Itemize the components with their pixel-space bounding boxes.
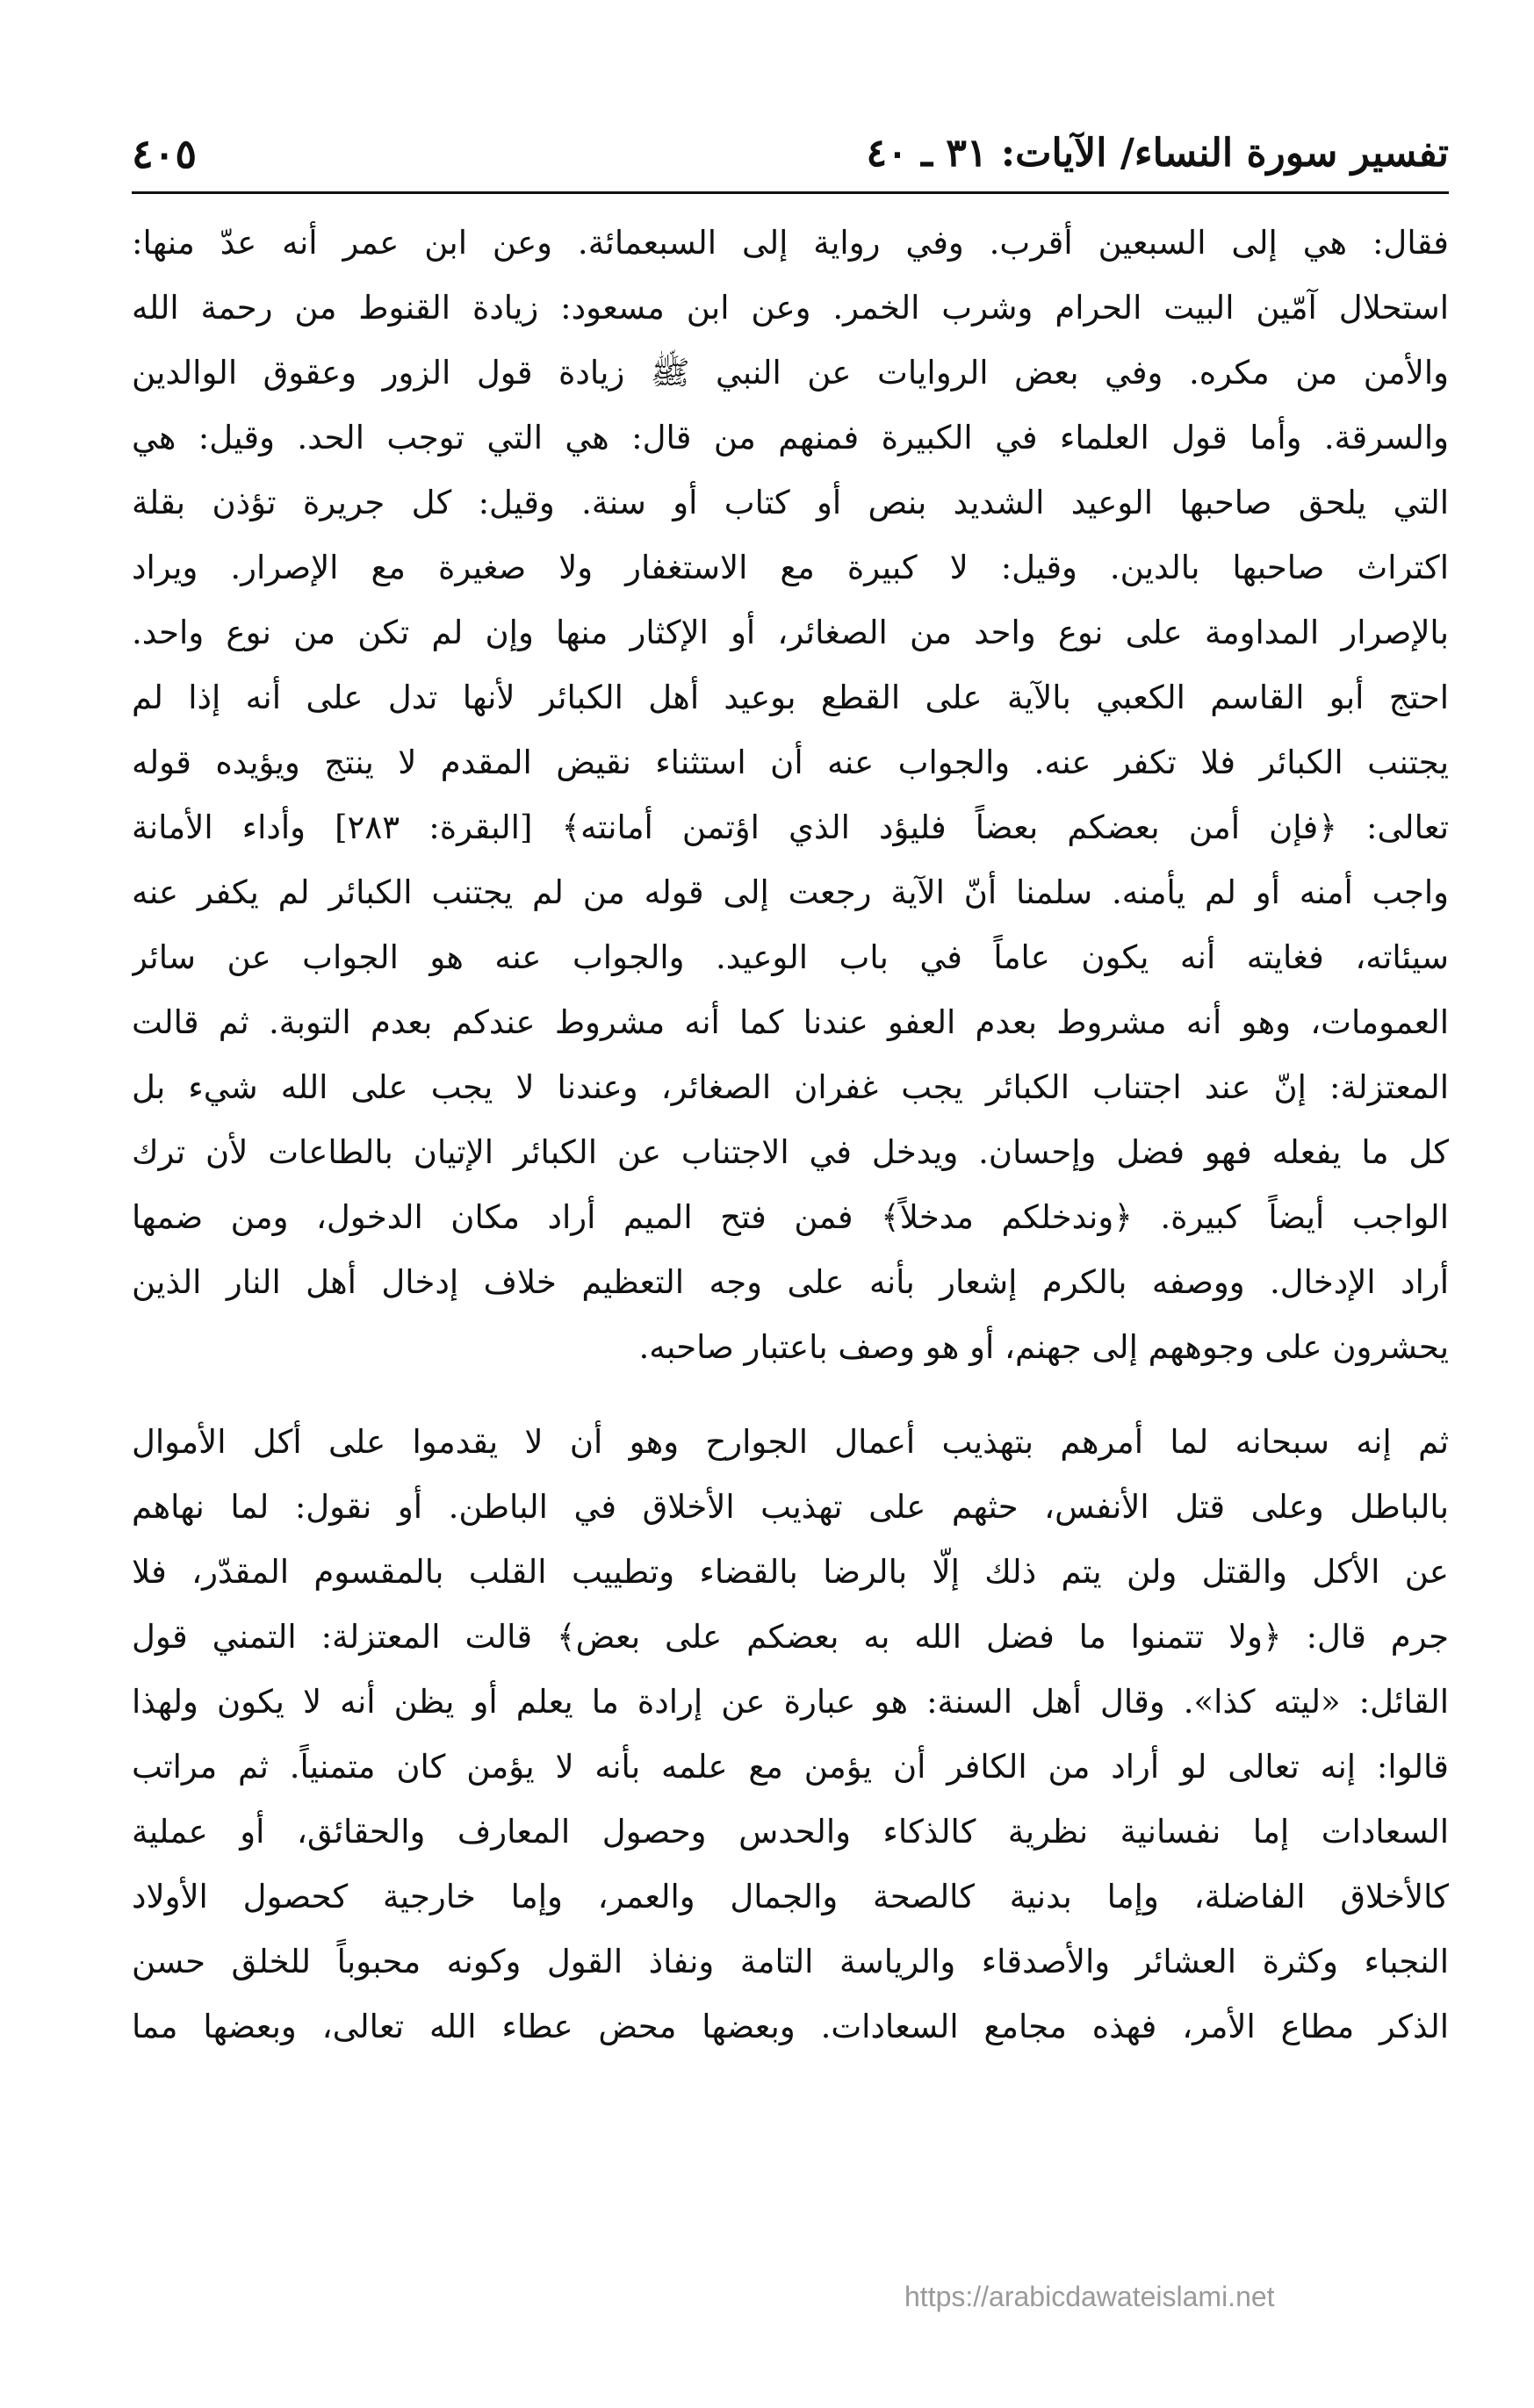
text-line: القائل: «ليته كذا». وقال أهل السنة: هو عبارة عن إرادة ما يعلم أو يظن أنه لا يكون ولهذا	[132, 1683, 1449, 1721]
running-title: تفسير سورة النساء/ الآيات: ٣١ ـ ٤٠	[866, 131, 1449, 176]
text-line: يحشرون على وجوههم إلى جهنم، أو هو وصف باعتبار صاحبه.	[638, 1328, 1449, 1366]
text-line: تعالى: ﴿فإن أمن بعضكم بعضاً فليؤد الذي اؤتمن أمانته﴾ [البقرة: ٢٨٣] وأداء الأمانة	[132, 809, 1449, 846]
text-line: احتج أبو القاسم الكعبي بالآية على القطع بوعيد أهل الكبائر لأنها تدل على أنه إذا لم	[132, 679, 1449, 716]
text-line: جرم قال: ﴿ولا تتمنوا ما فضل الله به بعضكم على بعض﴾ قالت المعتزلة: التمني قول	[132, 1618, 1449, 1656]
text-line: استحلال آمّين البيت الحرام وشرب الخمر. وعن ابن مسعود: زيادة القنوط من رحمة الله	[132, 289, 1449, 327]
text-line: يجتنب الكبائر فلا تكفر عنه. والجواب عنه أن استثناء نقيض المقدم لا ينتج ويؤيده قوله	[132, 744, 1449, 781]
text-line: قالوا: إنه تعالى لو أراد من الكافر أن يؤمن مع علمه بأنه لا يؤمن كان متمنياً. ثم مراتب	[132, 1748, 1449, 1786]
text-line: العمومات، وهو أنه مشروط بعدم العفو عندنا كما أنه مشروط عندكم بعدم التوبة. ثم قالت	[132, 1003, 1449, 1041]
header-rule	[132, 191, 1449, 194]
text-line: والأمن من مكره. وفي بعض الروايات عن النبي ﷺ زيادة قول الزور وعقوق الوالدين	[132, 354, 1449, 392]
text-line: اكتراث صاحبها بالدين. وقيل: لا كبيرة مع الاستغفار ولا صغيرة مع الإصرار. ويراد	[132, 549, 1449, 586]
text-line: أراد الإدخال. ووصفه بالكرم إشعار بأنه على وجه التعظيم خلاف إدخال أهل النار الذين	[132, 1263, 1449, 1301]
text-line: المعتزلة: إنّ عند اجتناب الكبائر يجب غفران الصغائر، وعندنا لا يجب على الله شيء بل	[132, 1068, 1449, 1106]
text-line: عن الأكل والقتل ولن يتم ذلك إلّا بالرضا بالقضاء وتطييب القلب بالمقسوم المقدّر، فلا	[132, 1553, 1449, 1591]
text-line: سيئاته، فغايته أنه يكون عاماً في باب الوعيد. والجواب عنه هو الجواب عن سائر	[132, 938, 1449, 976]
text-line: فقال: هي إلى السبعين أقرب. وفي رواية إلى السبعمائة. وعن ابن عمر أنه عدّ منها:	[132, 224, 1449, 262]
text-line: النجباء وكثرة العشائر والأصدقاء والرياسة التامة ونفاذ القول وكونه محبوباً للخلق حسن	[132, 1943, 1449, 1980]
text-line: واجب أمنه أو لم يأمنه. سلمنا أنّ الآية رجعت إلى قوله من لم يجتنب الكبائر لم يكفر عنه	[132, 873, 1449, 911]
paragraph	[132, 211, 1449, 1380]
page-number: ٤٠٥	[132, 130, 198, 177]
text-line: السعادات إما نفسانية نظرية كالذكاء والحدس وحصول المعارف والحقائق، أو عملية	[132, 1813, 1449, 1851]
paragraph-gap	[132, 1380, 1449, 1410]
paragraph	[132, 1410, 1449, 2059]
text-line: والسرقة. وأما قول العلماء في الكبيرة فمنهم من قال: هي التي توجب الحد. وقيل: هي	[132, 419, 1449, 456]
text-line: كل ما يفعله فهو فضل وإحسان. ويدخل في الاجتناب عن الكبائر الإتيان بالطاعات لأن ترك	[132, 1133, 1449, 1171]
text-line: ثم إنه سبحانه لما أمرهم بتهذيب أعمال الجوارح وهو أن لا يقدموا على أكل الأموال	[132, 1423, 1449, 1461]
text-line: بالباطل وعلى قتل الأنفس، حثهم على تهذيب الأخلاق في الباطن. أو نقول: لما نهاهم	[132, 1488, 1449, 1526]
text-line: كالأخلاق الفاضلة، وإما بدنية كالصحة والجمال والعمر، وإما خارجية كحصول الأولاد	[132, 1878, 1449, 1916]
text-line: بالإصرار المداومة على نوع واحد من الصغائر، أو الإكثار منها وإن لم تكن من نوع واحد.	[132, 614, 1449, 651]
page-header	[132, 119, 1449, 189]
text-line: الواجب أيضاً كبيرة. ﴿وندخلكم مدخلاً﴾ فمن فتح الميم أراد مكان الدخول، ومن ضمها	[132, 1198, 1449, 1236]
body-text	[132, 211, 1449, 2059]
text-line: التي يلحق صاحبها الوعيد الشديد بنص أو كتاب أو سنة. وقيل: كل جريرة تؤذن بقلة	[132, 484, 1449, 521]
text-line: الذكر مطاع الأمر، فهذه مجامع السعادات. وبعضها محض عطاء الله تعالى، وبعضها مما	[132, 2008, 1449, 2045]
watermark: https://arabicdawateislami.net	[904, 2281, 1275, 2312]
